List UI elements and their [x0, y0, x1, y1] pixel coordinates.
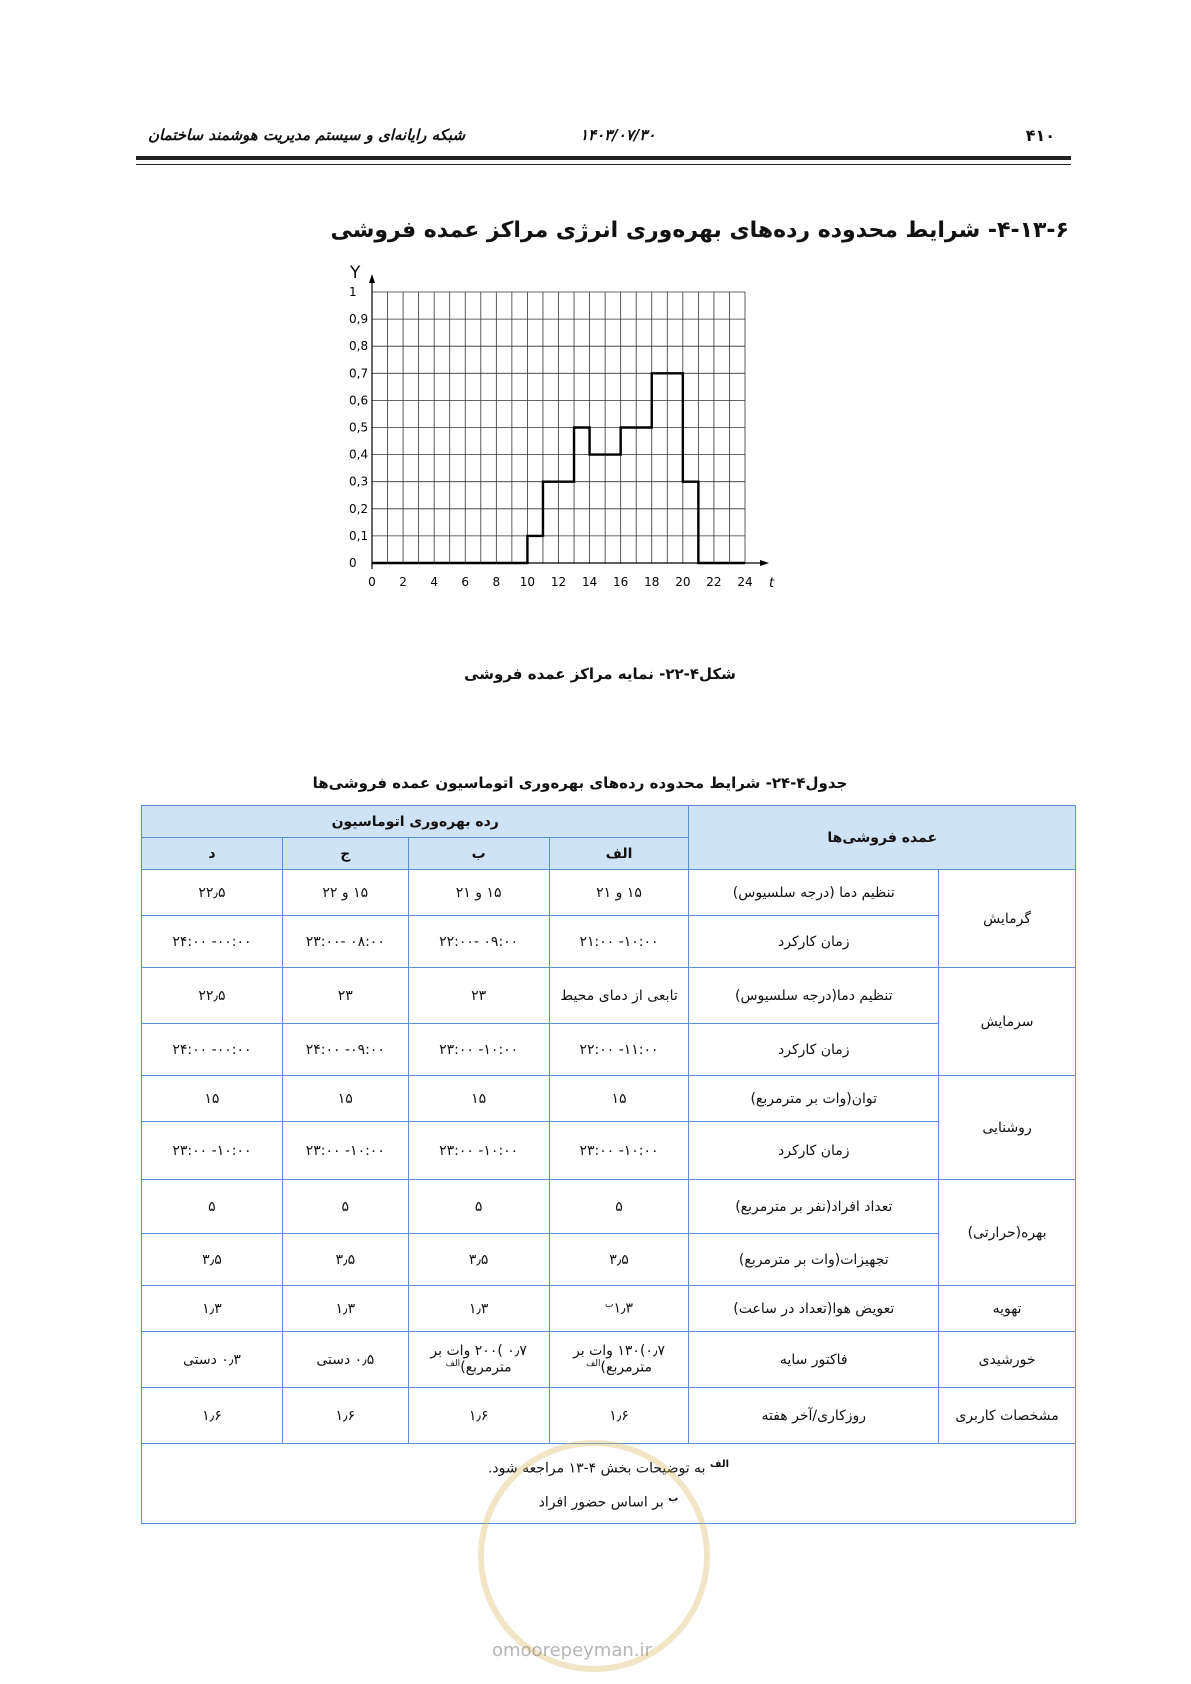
table-row: [142, 1286, 1076, 1332]
cell-value: تابعی از دمای محیط: [560, 987, 678, 1004]
table-cell: [408, 1286, 549, 1332]
cell-value: ۱۰:۰۰- ۲۳:۰۰: [305, 1142, 385, 1159]
table-cell: [408, 1122, 549, 1180]
cell-value: ۲۳: [337, 987, 353, 1004]
row-group-label: تهویه: [939, 1286, 1076, 1332]
table-cell: [408, 968, 549, 1024]
header-automation-grade: رده بهره‌وری اتوماسیون: [142, 806, 689, 838]
cell-value: ۰۰:۰۰- ۲۴:۰۰: [172, 933, 252, 950]
cell-value: ۱٫۳: [202, 1300, 222, 1317]
cell-value: ۵: [208, 1198, 216, 1215]
cell-value: ۱٫۳: [468, 1300, 489, 1317]
grade-header: ج: [282, 838, 408, 870]
cell-value: ۱۰:۰۰- ۲۳:۰۰: [439, 1041, 519, 1058]
table-cell: [282, 1180, 408, 1234]
grade-header: الف: [549, 838, 689, 870]
footnote-marker: الف: [709, 1459, 730, 1470]
x-tick-label: 16: [613, 575, 629, 589]
footnote-marker: ب: [668, 1492, 679, 1504]
table-cell: [282, 968, 408, 1024]
table-cell: [549, 968, 689, 1024]
cell-value: ۱۵ و ۲۱: [455, 884, 502, 901]
cell-value: ۰۰:۰۰- ۲۴:۰۰: [172, 1041, 252, 1058]
x-axis-arrow: [760, 560, 769, 566]
y-axis-arrow: [369, 274, 375, 283]
row-label: فاکتور سایه: [689, 1332, 939, 1388]
cell-value: ۱۰:۰۰- ۲۱:۰۰: [579, 933, 659, 950]
table-cell: [282, 1076, 408, 1122]
x-tick-label: 8: [492, 575, 501, 589]
table-cell: [549, 1388, 689, 1444]
x-tick-label: 10: [519, 575, 536, 589]
figure-caption: شکل۴-۲۲- نمایه مراکز عمده فروشی: [464, 665, 736, 683]
table-cell: [142, 1076, 283, 1122]
cell-value: ۰۹:۰۰ -۲۲:۰۰: [439, 933, 519, 950]
row-group-label: سرمایش: [939, 968, 1076, 1076]
watermark-seal: [478, 1440, 710, 1672]
cell-value: ۳٫۵: [202, 1251, 222, 1268]
table-cell: [549, 1180, 689, 1234]
cell-value: ۰٫۷)۱۳۰ وات بر مترمربع): [573, 1343, 665, 1376]
y-tick-label: 0,4: [349, 447, 369, 462]
cell-value: ۱۵ و ۲۲: [322, 884, 369, 901]
x-tick-label: 6: [461, 575, 470, 589]
table-cell: [408, 1180, 549, 1234]
row-label: تنظیم دما (درجه سلسیوس): [689, 870, 939, 916]
row-label: زمان کارکرد: [689, 916, 939, 968]
table-cell: [549, 1234, 689, 1286]
cell-value: ۳٫۵: [335, 1251, 356, 1268]
footnote-marker: ب: [604, 1300, 614, 1311]
cell-value: ۱۵: [611, 1090, 627, 1107]
automation-grades-table: [141, 805, 1076, 1524]
table-cell: [142, 916, 283, 968]
cell-value: ۱٫۶: [335, 1407, 356, 1424]
table-row: [142, 1180, 1076, 1234]
cell-value: ۲۲٫۵: [198, 987, 226, 1004]
x-tick-label: 12: [550, 575, 567, 589]
table-row: [142, 1388, 1076, 1444]
row-label: تجهیزات(وات بر مترمربع): [689, 1234, 939, 1286]
y-axis-label: Y: [350, 263, 361, 283]
y-tick-label: 0,3: [349, 474, 369, 489]
cell-value: ۳٫۵: [609, 1251, 629, 1268]
table-row: [142, 1332, 1076, 1388]
x-tick-label: 2: [399, 575, 407, 589]
cell-value: ۱٫۶: [468, 1407, 489, 1424]
cell-value: ۱۵: [471, 1090, 487, 1107]
table-cell: [142, 1180, 283, 1234]
table-cell: [282, 1286, 408, 1332]
table-cell: [408, 916, 549, 968]
footnote-marker: الف: [445, 1359, 461, 1370]
y-tick-label: 0,6: [349, 393, 369, 408]
table-cell: [142, 1234, 283, 1286]
grade-header: ب: [408, 838, 549, 870]
cell-value: ۰۸:۰۰ -۲۳:۰۰: [305, 933, 385, 950]
table-row: [142, 916, 1076, 968]
table-cell: [142, 1286, 283, 1332]
row-group-label: خورشیدی: [939, 1332, 1076, 1388]
y-tick-label: 0,2: [349, 501, 369, 516]
y-tick-label: 1: [349, 285, 357, 299]
row-label: توان(وات بر مترمربع): [689, 1076, 939, 1122]
watermark-url: omoorepeyman.ir: [492, 1640, 652, 1661]
grade-header: د: [142, 838, 283, 870]
row-label: تعداد افراد(نفر بر مترمربع): [689, 1180, 939, 1234]
footnote-text: بر اساس حضور افراد: [538, 1494, 664, 1511]
cell-value: ۱۰:۰۰- ۲۳:۰۰: [439, 1142, 519, 1159]
table-cell: [408, 1388, 549, 1444]
table-cell: [282, 916, 408, 968]
cell-value: ۱۵: [204, 1090, 220, 1107]
cell-value: ۰٫۵ دستی: [316, 1351, 375, 1368]
x-tick-label: 18: [644, 575, 660, 589]
x-tick-label: 24: [737, 575, 753, 589]
table-cell: [142, 968, 283, 1024]
cell-value: ۱۰:۰۰- ۲۳:۰۰: [172, 1142, 252, 1159]
x-tick-label: 4: [430, 575, 438, 589]
cell-value: ۲۳: [471, 987, 487, 1004]
table-row: [142, 1122, 1076, 1180]
table-cell: [142, 1024, 283, 1076]
table-row: [142, 968, 1076, 1024]
cell-value: ۱٫۶: [202, 1407, 222, 1424]
table-cell: [549, 1076, 689, 1122]
y-tick-label: 0,8: [349, 339, 369, 354]
table-cell: [408, 1076, 549, 1122]
table-cell: [549, 1286, 689, 1332]
cell-value: ۱۱:۰۰- ۲۲:۰۰: [579, 1041, 659, 1058]
cell-value: ۵: [615, 1198, 623, 1215]
table-cell: [142, 1388, 283, 1444]
table-cell: [282, 870, 408, 916]
section-title: ۴-۱۳-۶- شرایط محدوده رده‌های بهره‌وری انرژی مراکز عمده فروشی: [330, 218, 1069, 243]
header-date: ۱۴۰۳/۰۷/۳۰: [580, 126, 656, 144]
x-axis-label: t: [769, 576, 775, 591]
cell-value: ۵: [341, 1198, 350, 1215]
table-row: [142, 1076, 1076, 1122]
table-cell: [282, 1024, 408, 1076]
row-label: روزکاری/آخر هفته: [689, 1388, 939, 1444]
cell-value: ۳٫۵: [468, 1251, 489, 1268]
y-tick-label: 0,5: [349, 420, 369, 435]
y-tick-label: 0,7: [349, 366, 369, 381]
table-cell: [549, 916, 689, 968]
y-tick-label: 0,1: [349, 528, 369, 543]
table-row: [142, 870, 1076, 916]
x-tick-label: 20: [675, 575, 691, 589]
table-cell: [408, 1024, 549, 1076]
table-cell: [282, 1234, 408, 1286]
table-caption: جدول۴-۲۴- شرایط محدوده رده‌های بهره‌وری اتوماسیون عمده فروشی‌ها: [312, 774, 848, 792]
page-header: [136, 118, 1055, 154]
table-cell: [282, 1332, 408, 1388]
x-tick-label: 14: [581, 575, 598, 589]
cell-value: ۱۵: [337, 1090, 353, 1107]
row-group-label: مشخصات کاربری: [939, 1388, 1076, 1444]
footnote-text: به توضیحات بخش ۴-۱۳ مراجعه شود.: [487, 1460, 706, 1477]
table-cell: [549, 870, 689, 916]
table-cell: [408, 1332, 549, 1388]
cell-value: ۰٫۳ دستی: [182, 1351, 241, 1368]
row-group-label: گرمایش: [939, 870, 1076, 968]
table-row: [142, 1234, 1076, 1286]
page-number: ۴۱۰: [1025, 126, 1055, 145]
table-cell: [282, 1122, 408, 1180]
table-cell: [282, 1388, 408, 1444]
header-rule-thin: [136, 164, 1071, 165]
row-label: زمان کارکرد: [689, 1024, 939, 1076]
cell-value: ۲۲٫۵: [198, 884, 226, 901]
x-tick-label: 0: [368, 575, 376, 589]
table-cell: [408, 870, 549, 916]
cell-value: ۵: [474, 1198, 483, 1215]
table-cell: [549, 1024, 689, 1076]
header-rule-thick: [136, 156, 1071, 160]
row-group-label: بهره(حرارتی): [939, 1180, 1076, 1286]
cell-value: ۱۰:۰۰- ۲۳:۰۰: [579, 1142, 659, 1159]
cell-value: ۱٫۳: [335, 1300, 356, 1317]
header-book-title: شبکه رایانه‌ای و سیستم مدیریت هوشمند ساختمان: [148, 126, 466, 144]
retail-profile-chart: [349, 263, 795, 652]
header-wholesale: عمده فروشی‌ها: [689, 806, 1076, 870]
table-row: [142, 1024, 1076, 1076]
x-tick-label: 22: [706, 575, 722, 589]
table-cell: [549, 1332, 689, 1388]
row-group-label: روشنایی: [939, 1076, 1076, 1180]
row-label: تنظیم دما(درجه سلسیوس): [689, 968, 939, 1024]
table-cell: [549, 1122, 689, 1180]
cell-value: ۰۹:۰۰- ۲۴:۰۰: [305, 1041, 385, 1058]
y-tick-label: 0,9: [349, 312, 369, 327]
cell-value: ۱۵ و ۲۱: [596, 884, 642, 901]
footnote-marker: الف: [585, 1359, 601, 1370]
table-cell: [142, 870, 283, 916]
table-cell: [408, 1234, 549, 1286]
cell-value: ۱٫۶: [609, 1407, 629, 1424]
row-label: تعویض هوا(تعداد در ساعت): [689, 1286, 939, 1332]
table-cell: [142, 1332, 283, 1388]
y-tick-label: 0: [349, 556, 357, 570]
table-cell: [142, 1122, 283, 1180]
cell-value: ۰٫۷ )۲۰۰ وات بر مترمربع): [430, 1343, 527, 1376]
row-label: زمان کارکرد: [689, 1122, 939, 1180]
cell-value: ۱٫۳: [613, 1300, 634, 1317]
